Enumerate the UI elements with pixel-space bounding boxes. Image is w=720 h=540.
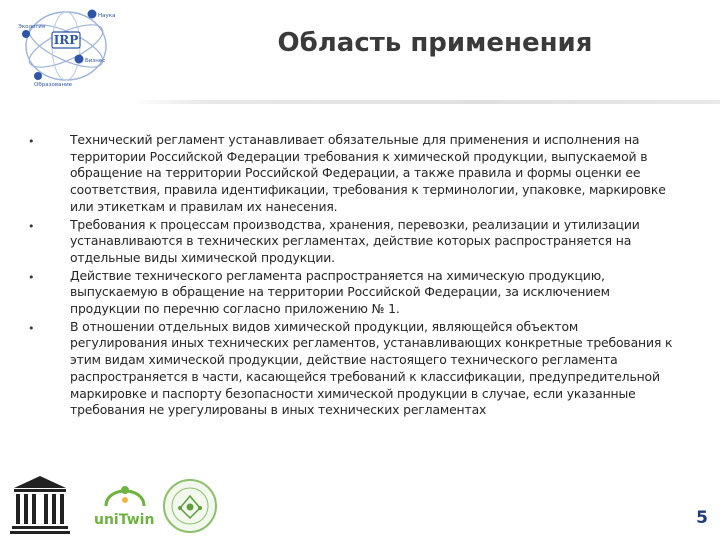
bullet-list [28,132,678,419]
bullet-text: Действие технического регламента распространяется на химическую продукцию, выпускаемую в обращение на территории Российской Федерации, за исключением продукции по перечню согласно приложению № 1. [70,267,610,317]
bullet-item [28,319,678,419]
unitwin-text: uniTwin [94,512,155,528]
logo-label-science: Наука [98,13,116,19]
bullet-glyph: • [28,270,35,284]
unesco-temple-icon [10,474,70,536]
logo-label-ecology: Экология [18,24,46,30]
bullet-text: Технический регламент устанавливает обязательные для применения и исполнения на территории Российской Федерации требования к химической продукции, выпускаемой в обращение на территории Российской Федерации, а также правила и формы оценки ее соответствия, правила идентификации, требования к терминологии, упаковке, маркировке или этикеткам и правилам их нанесения. [70,132,666,214]
title-divider [130,100,720,104]
irp-center-text: IRP [53,33,79,47]
logo-label-education: Образование [34,82,73,88]
bullet-glyph: • [28,135,35,148]
footer-logos [10,474,230,538]
irp-logo [16,2,116,90]
bullet-text: Требования к процессам производства, хранения, перевозки, реализации и утилизации устанавливаются в технических регламентах, действие которых распространяется на отдельные виды химической продукции. [70,216,640,265]
bullet-glyph: • [28,219,35,233]
unitwin-logo [92,480,158,538]
slide-title: Область применения [277,28,593,58]
university-emblem-icon [162,478,218,534]
irp-globe-logo [16,2,116,90]
bullet-item [28,132,678,216]
bullet-item [28,268,678,318]
bullet-glyph: • [28,321,35,335]
logo-label-business: Бизнес [85,58,106,64]
bullet-item [28,217,678,267]
page-number: 5 [696,508,708,528]
bullet-text: В отношении отдельных видов химической продукции, являющейся объектом регулирования иных технических регламентов, устанавливающих конкретные требования к этим видам химической продукции, действие настоящего технического регламента распространяется в части, касающейся требований к классификации, предупредительной маркировке и паспорту безопасности химической продукции в случае, если указанные требования не урегулированы в иных технических регламентах [70,318,673,418]
